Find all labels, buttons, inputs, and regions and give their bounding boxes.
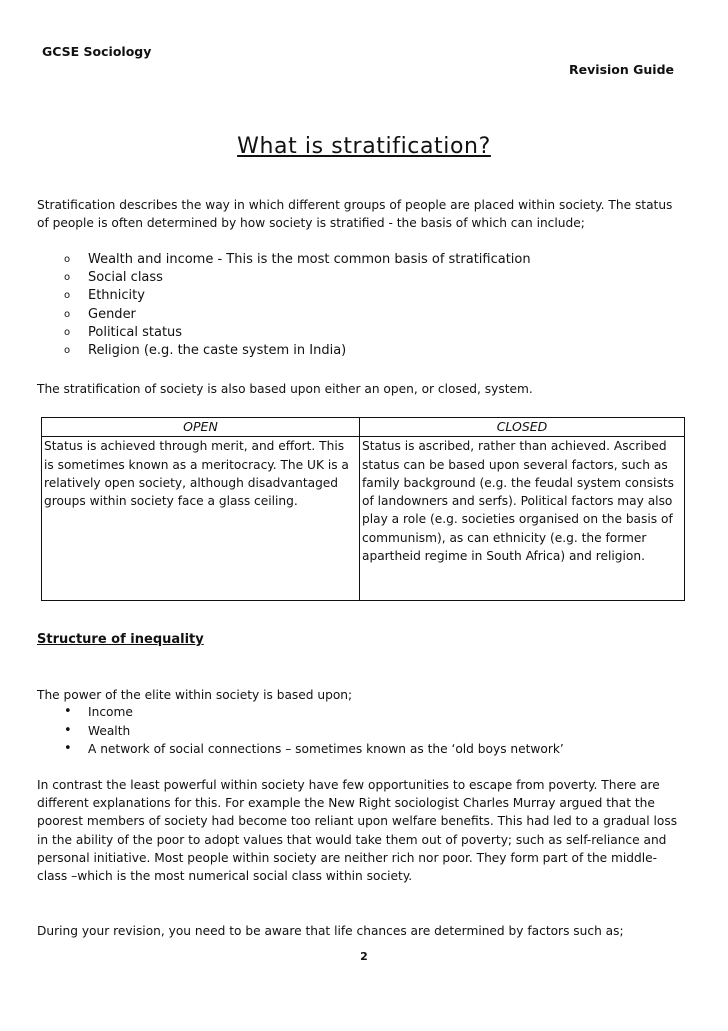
page-title: What is stratification?	[237, 134, 491, 159]
list-item: • Wealth	[37, 722, 564, 741]
closed-description: Status is ascribed, rather than achieved. Ascribed status can be based upon several factors, such as family background (e.g. the feudal system consists of landowners and serfs). Political factors may also play a role (e.g. societies organised on the basis of communism), as can ethnicity (e.g. the former apartheid regime in South Africa) and religion.	[360, 437, 685, 601]
section-heading: Structure of inequality	[37, 632, 204, 647]
stratification-bases-list	[37, 251, 531, 360]
list-item: • Income	[37, 703, 564, 722]
circle-bullet-icon: o	[64, 308, 71, 320]
circle-bullet-icon: o	[64, 272, 71, 284]
open-closed-intro: The stratification of society is also based upon either an open, or closed, system.	[37, 382, 533, 396]
circle-bullet-icon: o	[64, 290, 71, 302]
circle-bullet-icon: o	[64, 326, 71, 338]
open-closed-table	[41, 417, 685, 601]
open-header: OPEN	[42, 418, 360, 437]
intro-paragraph: Stratification describes the way in which different groups of people are placed within society. The status of people is often determined by how society is stratified - the basis of which can include;	[37, 198, 673, 231]
bullet-icon: •	[64, 704, 72, 719]
bullet-icon: •	[64, 741, 72, 757]
list-item: o Wealth and income - This is the most common basis of stratification	[37, 251, 531, 269]
page-number: 2	[360, 950, 368, 963]
contrast-paragraph: In contrast the least powerful within society have few opportunities to escape from poverty. There are different explanations for this. For example the New Right sociologist Charles Murray argued that the poorest members of society had become too reliant upon welfare benefits. This had led to a gradual loss in the ability of the poor to adopt values that would take them out of poverty; such as self-reliance and personal initiative. Most people within society are neither rich nor poor. They form part of the middle-class –which is the most numerical social class within society.	[37, 778, 678, 884]
header-subject: GCSE Sociology	[42, 44, 152, 59]
header-guide-label: Revision Guide	[569, 62, 674, 77]
list-item: o Gender	[37, 306, 531, 324]
circle-bullet-icon: o	[64, 345, 71, 357]
elite-bases-list	[37, 703, 564, 759]
revision-paragraph: During your revision, you need to be aware that life chances are determined by factors such as;	[37, 924, 624, 938]
bullet-icon: •	[64, 722, 72, 738]
list-item: o Ethnicity	[37, 287, 531, 305]
list-item: o Social class	[37, 269, 531, 287]
elite-intro: The power of the elite within society is based upon;	[37, 688, 353, 702]
circle-bullet-icon: o	[64, 254, 71, 265]
list-item: o Political status	[37, 324, 531, 342]
list-item: o Religion (e.g. the caste system in India)	[37, 342, 531, 360]
open-description: Status is achieved through merit, and effort. This is sometimes known as a meritocracy. The UK is a relatively open society, although disadvantaged groups within society face a glass ceiling.	[42, 437, 360, 601]
closed-header: CLOSED	[360, 418, 685, 437]
list-item: • A network of social connections – sometimes known as the ‘old boys network’	[37, 740, 564, 759]
